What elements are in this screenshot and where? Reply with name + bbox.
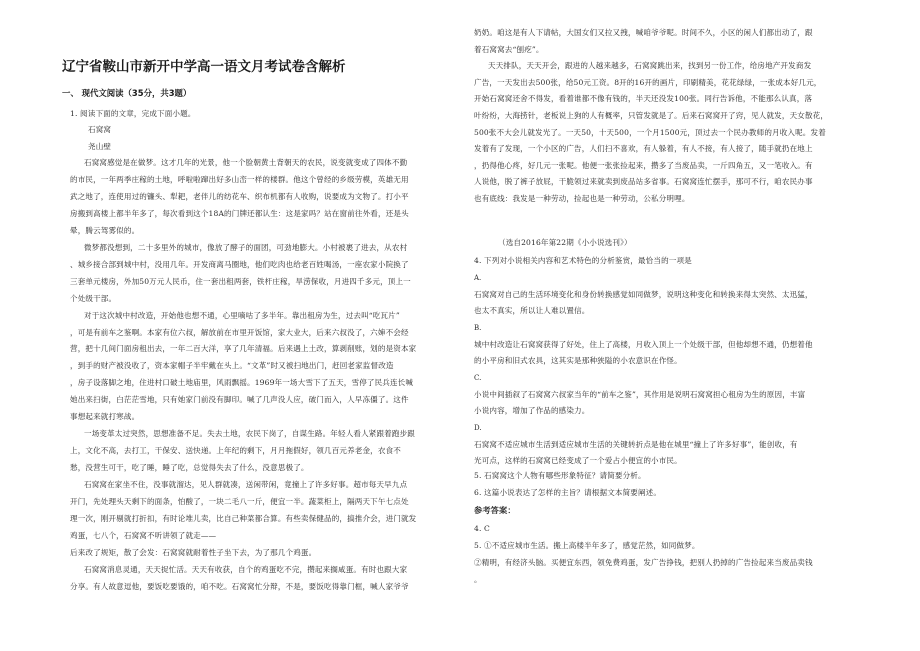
story-author: 尧山壁 bbox=[88, 142, 112, 151]
story-left-line: 武之地了，连使用过的镰头、犁耙，老伴儿的纺花车、织布机都有人收购，说要成为文物了。打小平 bbox=[70, 191, 409, 201]
story-left-line: 她出来扫街，白茫茫雪地，只有她家门前没有脚印。喊了几声没人应，破门而入，人早冻僵了。这件 bbox=[70, 395, 409, 405]
story-left-line: 房搬到高楼上都半年多了，每次看到这个18A的门牌还都认生：这是家吗？站在窗前往外看，还是头 bbox=[70, 208, 409, 218]
story-right-line: 发着有了发现，一个小区的广告，人们扫不喜欢，有人躲着，有人不接，有人接了，随手就扔在地上 bbox=[474, 144, 813, 154]
answer-5-line: 5. ①不适应城市生活。搬上高楼半年多了，感觉茫然，如同做梦。 bbox=[474, 541, 700, 550]
option-text: 石窝窝不适应城市生活到适应城市生活的关键转折点是他在城里“撞上了许多好事”，能创收，有 bbox=[474, 440, 798, 449]
story-right-line: 也有底线：我发是一种劳动，捡起也是一种劳动，公私分明哩。 bbox=[474, 194, 690, 203]
story-left-line: 的市民，一年两季庄稼的土地，呼啦啦蹿出好多山峦一样的楼群。他这个曾经的乡级劳模，英雄无用 bbox=[70, 174, 409, 184]
story-left-line: 后来改了规矩，散了会发：石窝窝就耐着性子坐下去，为了那几个鸡蛋。 bbox=[70, 547, 317, 557]
question-5: 5. 石窝窝这个人物有哪些形象特征？请简要分析。 bbox=[474, 471, 646, 480]
story-right-line: 500张不大会儿就发光了。一天50，十天500，一个月1500元，顶过去一个民办教师的月收入呢。发着 bbox=[474, 127, 826, 137]
source-note: （选自2016年第22期《小小说选刊》） bbox=[498, 238, 632, 247]
option-label: B. bbox=[474, 324, 482, 332]
question-intro: 1. 阅读下面的文章，完成下面小题。 bbox=[70, 109, 196, 118]
answer-heading: 参考答案： bbox=[474, 505, 516, 515]
option-label: A. bbox=[474, 274, 482, 282]
story-right-line: 奶奶。咱这是有人下请帖，大国女们又拉又拽，喊咱爷爷呢。时间不久，小区的闲人们都出动了，跟 bbox=[474, 28, 813, 37]
story-left-line: 开门，先处理头天剩下的面条，怕酸了，一块二毛八一斤，便宜一半。蔬菜柜上，隔两天下午七点处 bbox=[70, 497, 409, 506]
story-left-line: 石窝窝消息灵通，天天捉忙活。天天有收获，自个的鸡蛋吃不完，攒起来搁咸蛋。有时也跟大家 bbox=[84, 564, 408, 574]
story-left-line: 晕，腾云驾雾似的。 bbox=[70, 225, 140, 235]
question-4: 4. 下列对小说相关内容和艺术特色的分析鉴赏，最恰当的一项是 bbox=[474, 256, 692, 265]
story-left-line: 事想起来就打寒战。 bbox=[70, 412, 140, 422]
story-right-line: 叶纷纷，大海捞针，老板说上狗的人有概率，只管发就是了。后来石窝窝开了窍，见人就发，天女散花， bbox=[474, 111, 829, 120]
story-right-line: 人说他，脱了裤子放屁，干脆领过来就卖到废品站多省事。石窝窝连忙摆手，那可不行，咱农民办事 bbox=[474, 177, 813, 187]
option-text: 城中村改造让石窝窝获得了好处，住上了高楼，月收入顶上一个处级干部，但他却想不通，仍想着他 bbox=[474, 340, 813, 349]
story-left-line: ，房子设落脚之地，住进村口破土地庙里，风雨飘摇。1969年一场大雪下了五天，雪停了民兵连长喊 bbox=[70, 378, 414, 388]
story-title: 石窝窝 bbox=[88, 125, 112, 134]
question-6: 6. 这篇小说表达了怎样的主旨？请根据文本简要阐述。 bbox=[474, 488, 662, 497]
story-left-line: ，可是有前车之鉴啊。本家有位六叔，解放前在市里开饭馆，家大业大，后来六叔没了，六婶不会经 bbox=[70, 327, 409, 337]
story-right-line: ，扔得他心疼，好几元一张呢。他便一张张捡起来，攒多了当废品卖，一斤四角五，又一笔收入。有 bbox=[474, 160, 813, 170]
section-heading: 一、 现代文阅读（35分，共3题） bbox=[62, 88, 192, 98]
story-left-line: 上，文化不高，去打工，干保安、送快递。上年纪的剩下，月月拖假好，领几百元养老金，衣食不 bbox=[70, 446, 401, 456]
option-text: 小说内容，增加了作品的感染力。 bbox=[474, 406, 590, 415]
option-text: 也太不真实，所以让人难以置信。 bbox=[474, 306, 590, 315]
story-left-line: 微梦都没想到，二十多里外的城市，像放了酵子的面团，可劲地膨大。小村被裹了进去，从农村 bbox=[84, 242, 408, 252]
story-left-line: 理一次，刚开剔就打折扣，有时论堆儿卖，比自己种菜都合算。有些卖保健品的，搞推介会，进门就发 bbox=[70, 513, 417, 523]
story-right-line: 开始石窝窝还舍不得发，看着谁都不像有钱的，半天还没发100张。同行告诉他，不能那么认真，落 bbox=[474, 94, 813, 104]
story-left-line: 三套单元楼房，外加50万元人民币，住一套出租两套，铁杆庄稼，旱涝保收，月进四千多元，顶上一 bbox=[70, 276, 411, 286]
story-left-line: 营，把十几间门面房租出去，一年二百大洋，享了几年清福。后来遇上土改，算剥削账，划的是资本家 bbox=[70, 344, 417, 354]
option-text: 小说中间插叙了石窝窝六叔家当年的“前车之鉴”，其作用是说明石窝窝担心租房为生的原因，丰富 bbox=[474, 390, 806, 399]
story-right-line: 天天排队，天天开会，跟进的人越来越多，石窝窝跳出来，找到另一份工作，给房地产开发商发 bbox=[488, 61, 812, 71]
story-left-line: 石窝窝在家坐不住，没事就溜达，见人群就凑，送闲带闲，竟撞上了许多好事。超市每天早九点 bbox=[84, 480, 408, 490]
option-label: D. bbox=[474, 424, 482, 432]
story-left-line: 愁，没营生可干，吃了睡，睡了吃，总觉得失去了什么，没意思极了。 bbox=[70, 463, 309, 473]
answer-5-line: 。 bbox=[474, 575, 482, 584]
story-left-line: 石窝窝感觉是在做梦。这才几年的光景，他一个脸朝黄土背朝天的农民，说变就变成了四体不勤 bbox=[84, 158, 408, 167]
story-left-line: 分享。有人故意逗他，要饭吃要饿的，咱不吃。石窝窝忙分辩，不是，要饭吃得靠门框，喊人家爷爷 bbox=[70, 581, 409, 591]
story-left-line: 对于这次城中村改造，开始他也想不通，心里嘀咕了多半年。靠出租房为生，过去叫“吃瓦片” bbox=[84, 310, 400, 320]
answer-5-line: ②精明，有经济头脑。买便宜东西，领免费鸡蛋，发广告挣钱，把别人扔掉的广告捡起来当废品卖钱 bbox=[474, 558, 813, 567]
answer-4: 4. C bbox=[474, 524, 490, 533]
story-right-line: 广告，一天发出去500张，给50元工资。8开的16开的画片，印刷精美，花花绿绿，一张成本好几元， bbox=[474, 77, 822, 87]
story-left-line: 鸡蛋，七八个，石窝窝不听讲领了就走—— bbox=[70, 530, 217, 540]
option-text: 光可点，这样的石窝窝已经变成了一个爱占小便宜的小市民。 bbox=[474, 456, 682, 465]
story-right-line: 着石窝窝去“刨疙”。 bbox=[474, 44, 544, 54]
story-left-line: 个处级干部。 bbox=[70, 293, 117, 303]
option-text: 石窝窝对自己的生活环境变化和身份转换感觉如同做梦，说明这种变化和转换来得太突然、太迅猛， bbox=[474, 290, 813, 299]
story-left-line: ，到手的财产被没收了，资本家帽子半牢戴在头上。“文革”时又被扫地出门，赶回老家监督改造 bbox=[70, 361, 394, 371]
option-label: C. bbox=[474, 374, 482, 382]
document-title: 辽宁省鞍山市新开中学高一语文月考试卷含解析 bbox=[62, 59, 346, 75]
option-text: 的小平房和旧式农具，这其实是那种狭隘的小农意识在作怪。 bbox=[474, 356, 682, 365]
story-left-line: 、城乡接合部到城中村，没用几年。开发商离马圈地，他们吃肉也给老百姓喝汤，一座农家小院换了 bbox=[70, 259, 409, 269]
story-left-line: 一场变革太过突然，思想准备不足。失去土地，农民下岗了，自谋生路。年轻人看人紧跟着跑步跟 bbox=[84, 429, 415, 439]
